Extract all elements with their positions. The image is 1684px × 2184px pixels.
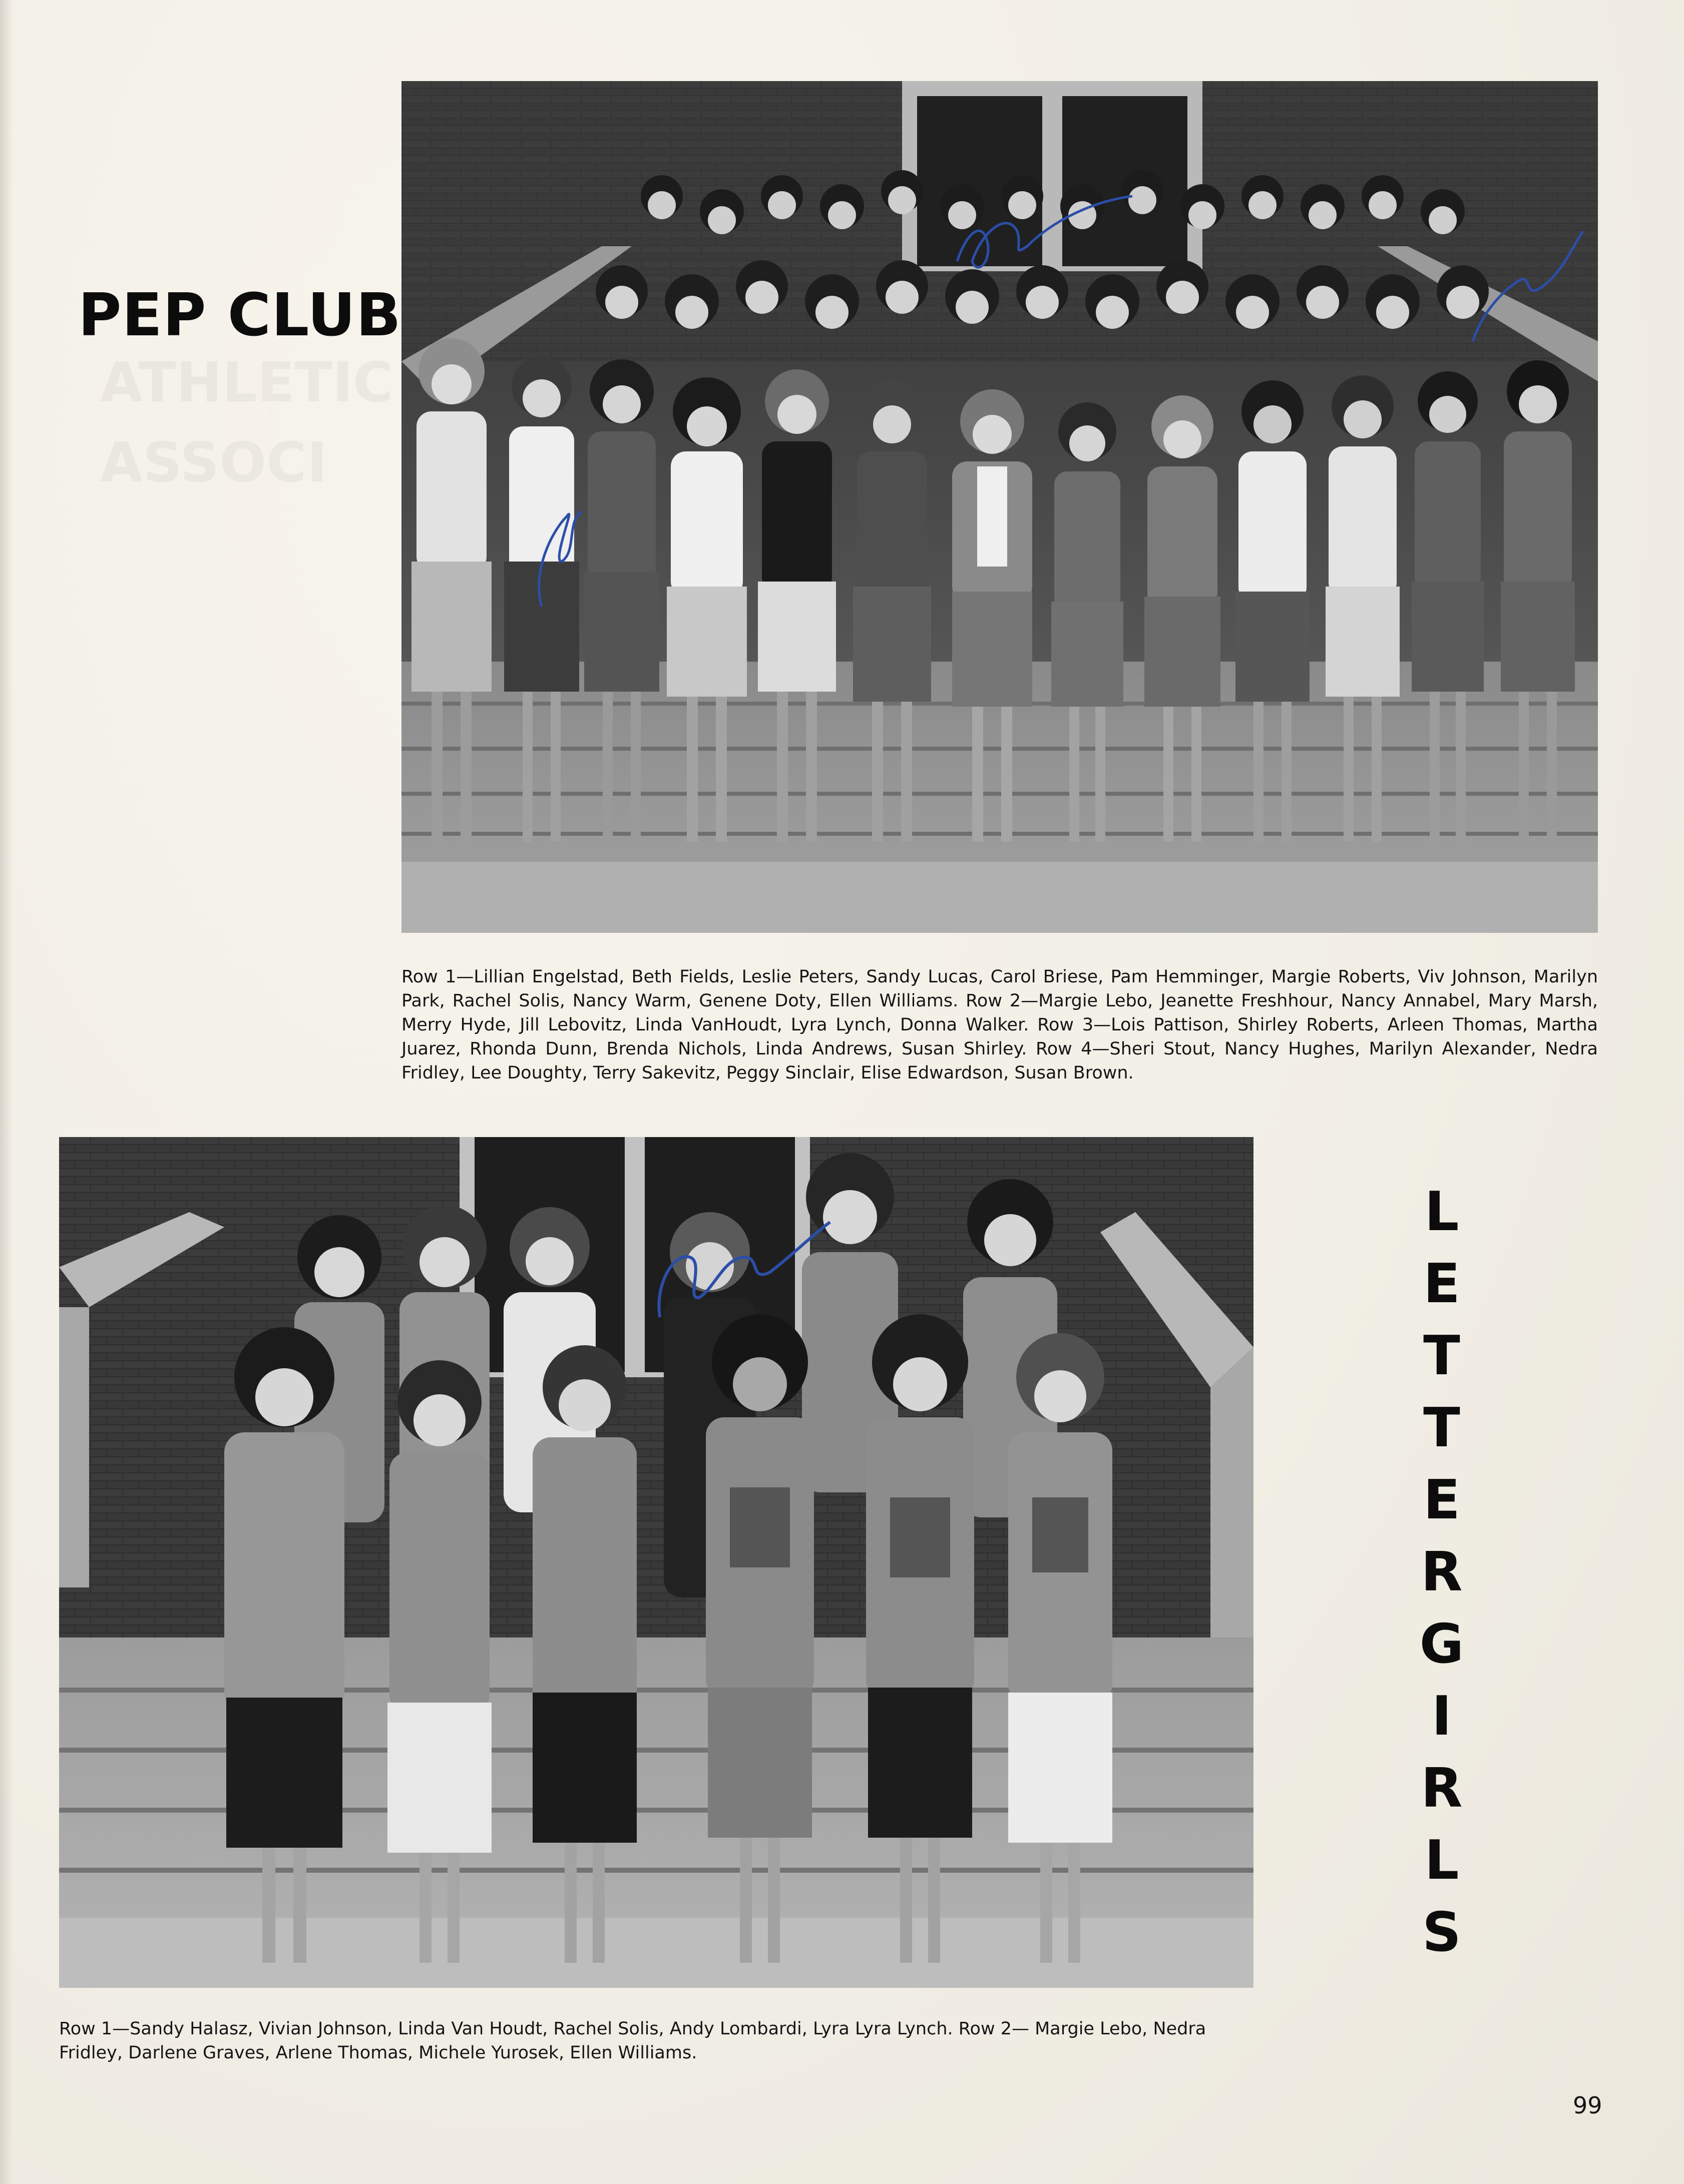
title-letter: G (1419, 1613, 1464, 1676)
pep-club-group-photo (401, 81, 1598, 933)
show-through-text: ATHLETIC (100, 350, 393, 414)
lettergirls-vertical-title (1402, 1176, 1482, 1969)
group-photo-icon (401, 81, 1598, 933)
title-letter: R (1421, 1757, 1463, 1820)
title-letter: T (1423, 1397, 1460, 1459)
title-letter: L (1424, 1829, 1459, 1892)
page-binding-shadow (0, 0, 13, 2184)
title-letter: T (1423, 1325, 1460, 1387)
group-photo-icon (59, 1137, 1253, 1988)
show-through-text: ASSOCI (100, 430, 327, 494)
lettergirls-caption: Row 1—Sandy Halasz, Vivian Johnson, Linda Van Houdt, Rachel Solis, Andy Lombardi, Lyra Lyra Lynch. Row 2— Margie Lebo, Nedra Fridley, Darlene Graves, Arlene Thomas, Michele Yurosek, Ellen Williams. (59, 2019, 1206, 2063)
title-letter: L (1424, 1181, 1459, 1243)
title-letter: I (1431, 1685, 1452, 1748)
title-letter: E (1423, 1253, 1460, 1315)
page-number: 99 (1573, 2092, 1602, 2119)
title-letter: E (1423, 1469, 1460, 1531)
title-letter: R (1421, 1541, 1463, 1603)
pep-club-title: PEP CLUB (78, 280, 401, 349)
lettergirls-group-photo (59, 1137, 1253, 1988)
pep-club-caption: Row 1—Lillian Engelstad, Beth Fields, Leslie Peters, Sandy Lucas, Carol Briese, Pam Hemminger, Margie Roberts, Viv Johnson, Marilyn Park, Rachel Solis, Nancy Warm, Genene Doty, Ellen Williams. Row 2—Margie Lebo, Jeanette Freshhour, Nancy Annabel, Mary Marsh, Merry Hyde, Jill Lebovitz, Linda VanHoudt, Lyra Lynch, Donna Walker. Row 3—Lois Pattison, Shirley Roberts, Arleen Thomas, Martha Juarez, Rhonda Dunn, Brenda Nichols, Linda Andrews, Susan Shirley. Row 4—Sheri Stout, Nancy Hughes, Marilyn Alexander, Nedra Fridley, Lee Doughty, Terry Sakevitz, Peggy Sinclair, Elise Edwardson, Susan Brown. (401, 967, 1598, 1083)
title-letter: S (1422, 1901, 1461, 1964)
